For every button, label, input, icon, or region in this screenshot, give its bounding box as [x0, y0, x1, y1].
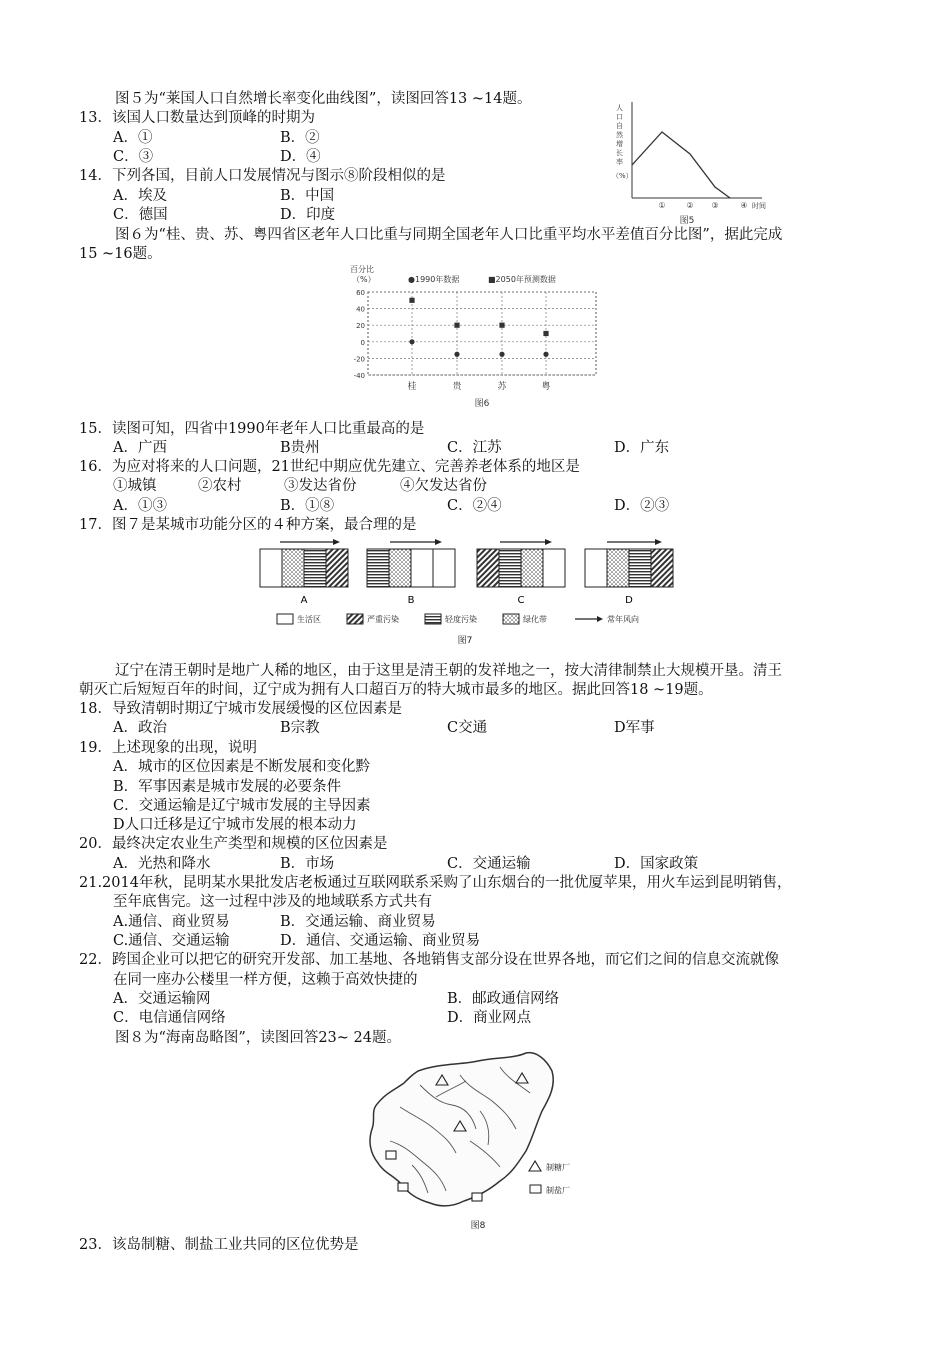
figure-8-map [360, 1045, 600, 1235]
fig6-intro-line1: 图６为“桂、贵、苏、粤四省区老年人口比重与同期全国老年人口比重平均水平差值百分比图”，据此完成 [115, 227, 783, 243]
q20-option-a: A．光热和降水 [113, 856, 211, 872]
q16-item-3: ③发达省份 [284, 478, 357, 494]
question-20: 20．最终决定农业生产类型和规模的区位因素是 [79, 836, 388, 852]
question-21-line2: 至年底售完。这一过程中涉及的地域联系方式共有 [113, 894, 432, 910]
q20-option-b: B．市场 [280, 856, 335, 872]
figure-5-chart [612, 100, 772, 230]
q13-option-d: D．④ [280, 149, 321, 165]
fig8-legend-sugar: 制糖厂 [546, 1163, 570, 1172]
fig6-ytick-1: 40 [356, 305, 365, 314]
liaoning-paragraph-1: 辽宁在清王朝时是地广人稀的地区，由于这里是清王朝的发祥地之一，按大清律制禁止大规模开垦。清王 [115, 663, 782, 679]
fig5-ylabel-6: 率 [616, 158, 623, 166]
fig5-xlabel: 时间 [752, 202, 766, 210]
fig5-curve [632, 132, 730, 198]
fig6-plot-frame [368, 292, 596, 375]
figure-7-diagram [255, 535, 685, 655]
fig7-legend-living: 生活区 [297, 615, 321, 624]
fig6-legend-1990: ●1990年数据 [408, 275, 460, 284]
fig7-label-d: D [625, 595, 633, 606]
question-13: 13．该国人口数量达到顶峰的时期为 [79, 110, 315, 126]
figure-6-chart [340, 262, 600, 410]
fig6-ytick-3: 0 [360, 338, 365, 347]
fig5-ylabel-5: 长 [616, 149, 623, 157]
fig7-option-d [585, 539, 673, 606]
q22-option-c: C．电信通信网络 [113, 1010, 226, 1026]
fig7-option-a [260, 539, 348, 606]
fig5-tick-2: ② [686, 201, 694, 210]
q18-option-b: B宗教 [280, 720, 320, 736]
question-22-line1: 22．跨国企业可以把它的研究开发部、加工基地、各地销售支部分设在世界各地，而它们之间的信息交流就像 [79, 952, 779, 968]
q21-option-c: C.通信、交通运输 [113, 933, 230, 949]
q16-option-b: B．①⑧ [280, 498, 335, 514]
q20-option-c: C．交通运输 [447, 856, 531, 872]
liaoning-paragraph-2: 朝灭亡后短短百年的时间，辽宁成为拥有人口超百万的特大城市最多的地区。据此回答18 ~19题。 [79, 682, 713, 698]
fig5-ylabel-2: 自 [616, 122, 623, 130]
legend-swatch-green [503, 614, 519, 624]
fig6-point-1990-粤 [543, 352, 548, 357]
q22-option-a: A．交通运输网 [113, 991, 211, 1007]
q15-option-d: D．广东 [614, 440, 670, 456]
question-15: 15．读图可知，四省中1990年老年人口比重最高的是 [79, 421, 425, 437]
q16-option-d: D．②③ [614, 498, 670, 514]
fig6-ytick-4: -20 [353, 355, 365, 364]
fig7-option-b [367, 539, 455, 606]
q15-option-b: B贵州 [280, 440, 320, 456]
q13-option-a: A．① [113, 130, 153, 146]
question-16: 16．为应对将来的人口问题，21世纪中期应优先建立、完善养老体系的地区是 [79, 459, 580, 475]
q19-option-b: B．军事因素是城市发展的必要条件 [113, 779, 342, 795]
fig5-ylabel-1: 口 [616, 113, 623, 121]
fig6-legend-2050: ■2050年预测数据 [488, 275, 556, 284]
q14-option-c: C．德国 [113, 207, 168, 223]
fig6-intro-line2: 15 ~16题。 [79, 246, 162, 262]
fig6-caption: 图6 [474, 399, 490, 409]
fig6-category-1: 贵 [452, 382, 462, 392]
fig6-point-2050-苏 [499, 323, 504, 328]
question-21-line1: 21.2014年秋，昆明某水果批发店老板通过互联网联系采购了山东烟台的一批优厦苹果，用火车运到昆明销售， [79, 875, 792, 891]
fig7-legend-light: 轻度污染 [445, 615, 477, 624]
legend-swatch-light [425, 614, 441, 624]
fig5-intro: 图５为“莱国人口自然增长率变化曲线图”，读图回答13 ~14题。 [115, 91, 532, 107]
fig8-legend-salt: 制盐厂 [546, 1186, 570, 1195]
q16-item-1: ①城镇 [113, 478, 157, 494]
q16-item-4: ④欠发达省份 [400, 478, 487, 494]
q13-option-c: C．③ [113, 149, 154, 165]
fig5-ylabel-3: 然 [616, 131, 623, 139]
fig6-category-3: 粤 [541, 382, 551, 392]
fig6-point-1990-桂 [409, 339, 414, 344]
q19-option-a: A．城市的区位因素是不断发展和变化黔 [113, 759, 370, 775]
q21-option-d: D．通信、交通运输、商业贸易 [280, 933, 481, 949]
fig5-caption: 图5 [679, 216, 695, 226]
q18-option-d: D军事 [614, 720, 655, 736]
q15-option-c: C．江苏 [447, 440, 502, 456]
fig7-caption: 图7 [457, 636, 473, 646]
question-18: 18．导致清朝时期辽宁城市发展缓慢的区位因素是 [79, 701, 402, 717]
fig7-legend-heavy: 严重污染 [367, 615, 399, 624]
salt-factory-icon [398, 1183, 408, 1191]
q22-option-d: D．商业网点 [447, 1010, 532, 1026]
fig5-tick-1: ① [658, 201, 666, 210]
q16-option-a: A．①③ [113, 498, 167, 514]
fig7-label-b: B [407, 595, 415, 606]
fig5-tick-4: ④ [740, 201, 748, 210]
question-23: 23．该岛制糖、制盐工业共同的区位优势是 [79, 1237, 359, 1253]
question-22-line2: 在同一座办公楼里一样方便，这赖于高效快捷的 [113, 972, 418, 988]
fig6-point-1990-苏 [499, 352, 504, 357]
q21-option-a: A.通信、商业贸易 [113, 914, 230, 930]
fig6-ylabel-1: 百分比 [350, 265, 374, 274]
question-14: 14．下列各国，目前人口发展情况与图示⑧阶段相似的是 [79, 168, 446, 184]
fig7-option-c [477, 539, 565, 606]
q14-option-a: A．埃及 [113, 188, 167, 204]
q21-option-b: B．交通运输、商业贸易 [280, 914, 436, 930]
salt-factory-icon [472, 1193, 482, 1201]
q18-option-c: C交通 [447, 720, 488, 736]
q14-option-b: B．中国 [280, 188, 335, 204]
q14-option-d: D．印度 [280, 207, 336, 223]
fig7-legend-wind: 常年风向 [607, 615, 639, 624]
salt-factory-icon [386, 1151, 396, 1159]
fig7-label-c: C [517, 595, 525, 606]
fig5-ylabel-4: 增 [616, 140, 623, 148]
fig6-ylabel-2: （%） [352, 275, 376, 284]
question-19: 19．上述现象的出现，说明 [79, 740, 257, 756]
question-17: 17．图７是某城市功能分区的４种方案，最合理的是 [79, 517, 417, 533]
fig6-ytick-2: 20 [356, 322, 365, 331]
fig6-category-2: 苏 [497, 382, 507, 392]
q16-item-2: ②农村 [198, 478, 242, 494]
legend-sugar-icon [529, 1161, 541, 1171]
fig6-category-0: 桂 [407, 382, 417, 392]
legend-salt-icon [530, 1185, 541, 1193]
fig7-label-a: A [300, 595, 308, 606]
q19-option-d: D人口迁移是辽宁城市发展的根本动力 [113, 817, 357, 833]
fig6-ytick-5: -40 [353, 372, 365, 380]
fig8-intro: 图８为“海南岛略图”，读图回答23~ 24题。 [115, 1030, 401, 1046]
fig6-point-1990-贵 [454, 352, 459, 357]
legend-swatch-heavy [347, 614, 363, 624]
fig7-legend-green: 绿化带 [523, 615, 547, 624]
fig6-point-2050-贵 [454, 323, 459, 328]
q16-option-c: C．②④ [447, 498, 502, 514]
fig5-ylabel-7: （%） [612, 172, 633, 180]
q22-option-b: B．邮政通信网络 [447, 991, 560, 1007]
fig8-caption: 图8 [470, 1221, 486, 1231]
legend-swatch-living [277, 614, 293, 624]
q20-option-d: D．国家政策 [614, 856, 699, 872]
q15-option-a: A．广西 [113, 440, 167, 456]
fig6-ytick-0: 60 [356, 289, 365, 297]
fig5-ylabel-0: 人 [616, 104, 623, 112]
fig6-point-2050-桂 [409, 298, 414, 303]
fig5-tick-3: ③ [711, 201, 719, 210]
fig6-point-2050-粤 [543, 331, 548, 336]
q19-option-c: C．交通运输是辽宁城市发展的主导因素 [113, 798, 371, 814]
q13-option-b: B．② [280, 130, 320, 146]
q18-option-a: A．政治 [113, 720, 167, 736]
